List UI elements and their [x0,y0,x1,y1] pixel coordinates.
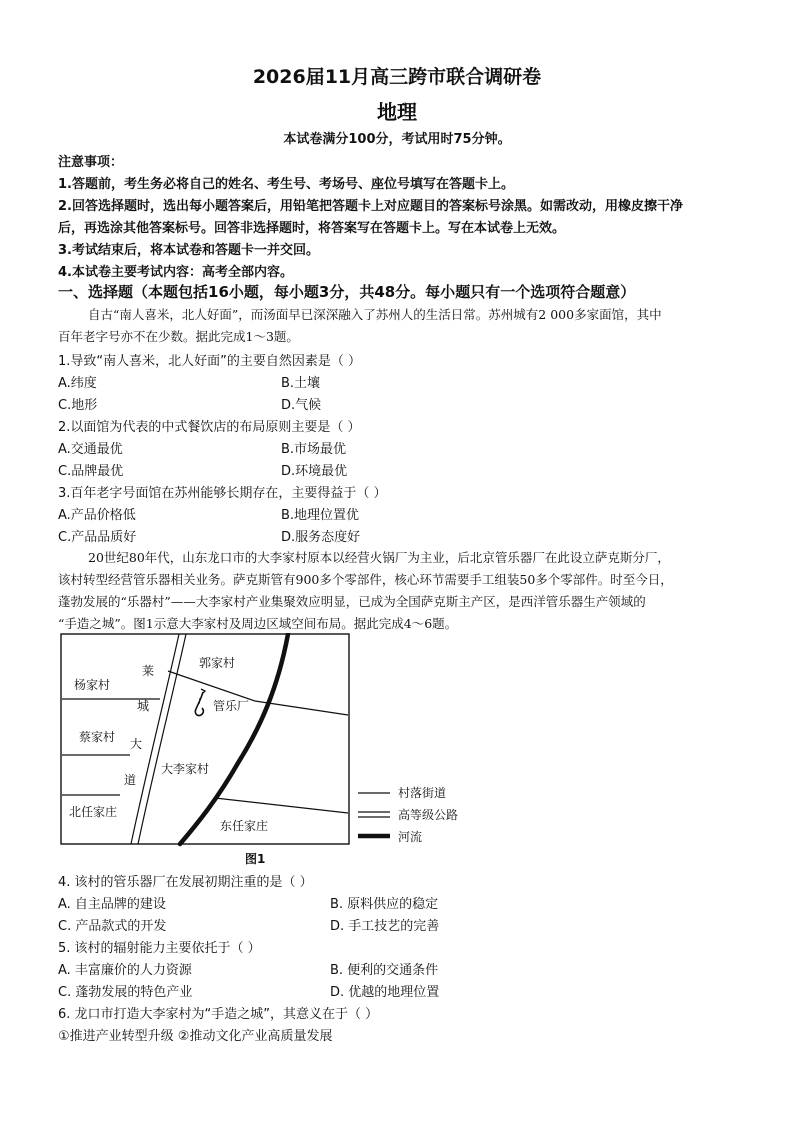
label-laicheng-4: 道 [124,773,137,787]
notice-item-3: 3.考试结束后，将本试卷和答题卡一并交回。 [58,243,319,258]
question-4-option-c: C. 产品款式的开发 [58,919,167,934]
figure-1-caption: 图1 [245,852,266,866]
label-guojia: 郭家村 [199,656,236,670]
label-guanyue: 管乐厂 [213,699,250,713]
question-3-option-b: B.地理位置优 [281,508,360,523]
label-laicheng-2: 城 [137,699,150,713]
question-5-option-a: A. 丰富廉价的人力资源 [58,963,192,978]
question-1-option-a: A.纬度 [58,376,97,391]
passage2-line1: 20世纪80年代，山东龙口市的大李家村原本以经营火锅厂为主业，后北京管乐器厂在此设立萨克斯分厂， [88,550,670,565]
notice-item-2a: 2.回答选择题时，选出每小题答案后，用铅笔把答题卡上对应题目的答案标号涂黑。如需改动，用橡皮擦干净 [58,199,683,214]
passage1-line1: 自古“南人喜米，北人好面”，而汤面早已深深融入了苏州人的生活日常。苏州城有2 000多家面馆，其中 [88,307,662,322]
label-laicheng-3: 大 [130,737,143,751]
label-dali: 大李家村 [161,762,210,776]
question-5-option-b: B. 便利的交通条件 [330,963,439,978]
village-street [168,671,255,701]
notice-heading: 注意事项： [58,155,124,170]
section-heading: 一、选择题（本题包括16小题，每小题3分，共48分。每小题只有一个选项符合题意） [58,283,636,301]
question-4-stem: 4. 该村的管乐器厂在发展初期注重的是（ ） [58,875,313,890]
question-4-option-b: B. 原料供应的稳定 [330,897,439,912]
question-4-option-d: D. 手工技艺的完善 [330,919,440,934]
label-caijia: 蔡家村 [79,730,116,744]
question-1-option-b: B.土壤 [281,376,321,391]
subject-title: 地理 [377,100,417,124]
question-5-stem: 5. 该村的辐射能力主要依托于（ ） [58,941,261,956]
exam-title: 2026届11月高三跨市联合调研卷 [252,66,542,88]
question-4-option-a: A. 自主品牌的建设 [58,897,166,912]
notice-item-4: 4.本试卷主要考试内容：高考全部内容。 [58,265,293,280]
question-1-option-d: D.气候 [281,398,322,413]
notice-item-2b: 后，再选涂其他答案标号。回答非选择题时，将答案写在答题卡上。写在本试卷上无效。 [58,221,566,236]
saxophone-icon [195,689,205,716]
question-2-option-b: B.市场最优 [281,442,347,457]
legend-street-label: 村落街道 [398,786,447,800]
question-1-option-c: C.地形 [58,398,98,413]
legend-river-label: 河流 [398,830,423,844]
question-3-option-a: A.产品价格低 [58,508,136,523]
label-dongren: 东任家庄 [220,819,269,833]
label-yangjia: 杨家村 [74,678,111,692]
question-6-stem: 6. 龙口市打造大李家村为“手造之城”，其意义在于（ ） [58,1007,379,1022]
question-5-option-c: C. 蓬勃发展的特色产业 [58,985,193,1000]
label-laicheng-1: 莱 [142,664,155,678]
question-3-option-d: D.服务态度好 [281,530,361,545]
question-2-option-d: D.环境最优 [281,464,348,479]
question-5-option-d: D. 优越的地理位置 [330,985,440,1000]
question-6-options: ①推进产业转型升级 ②推动文化产业高质量发展 [58,1029,333,1044]
question-3-option-c: C.产品品质好 [58,530,137,545]
question-2-stem: 2.以面馆为代表的中式餐饮店的布局原则主要是（ ） [58,420,361,435]
question-3-stem: 3.百年老字号面馆在苏州能够长期存在，主要得益于（ ） [58,486,387,501]
score-note: 本试卷满分100分，考试用时75分钟。 [283,132,511,147]
passage2-line4: “手造之城”。图1示意大李家村及周边区域空间布局。据此完成4～6题。 [58,616,458,631]
question-2-option-c: C.品牌最优 [58,464,124,479]
figure-1-map [60,633,460,868]
notice-item-1: 1.答题前，考生务必将自己的姓名、考生号、考场号、座位号填写在答题卡上。 [58,177,514,192]
question-1-stem: 1.导致“南人喜米，北人好面”的主要自然因素是（ ） [58,354,362,369]
label-beiren: 北任家庄 [69,805,118,819]
question-2-option-a: A.交通最优 [58,442,123,457]
legend-highway-label: 高等级公路 [398,808,459,822]
village-street [215,798,348,813]
passage2-line2: 该村转型经营管乐器相关业务。萨克斯管有900多个零部件，核心环节需要手工组装50多个零部件。时至今日， [58,572,673,587]
passage1-line2: 百年老字号亦不在少数。据此完成1～3题。 [58,329,299,344]
passage2-line3: 蓬勃发展的“乐器村”——大李家村产业集聚效应明显，已成为全国萨克斯主产区，是西洋管乐器生产领域的 [58,594,646,609]
